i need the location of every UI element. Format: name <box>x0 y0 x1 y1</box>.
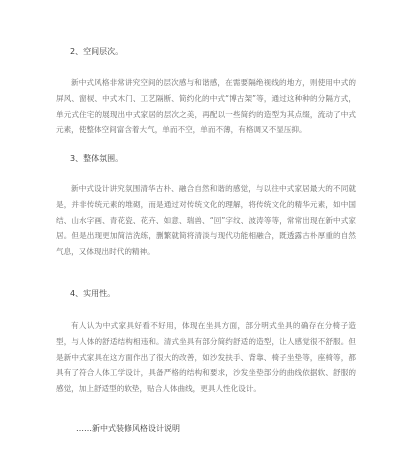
section-heading-design-notes: ……新中式装修风格设计说明 <box>76 424 180 433</box>
section-heading-spatial-layers: 2、空间层次。 <box>70 47 124 56</box>
paragraph-practicality: 有人认为中式家具好看不好用，体现在坐具方面，部分明式坐具的确存在分椅子造型，与人体的舒适结构相违和。清式坐具有部分简约舒适的造型，让人感觉很不舒服。但是新中式家具在这方面作出了很大的改善，如沙发扶手、背靠、椅子坐垫等，座椅等，都具有了符合人体工学设计，具备严格的结构和要求，沙发坐垫部分的曲线依据软、舒服的感觉，加上舒适型的软垫，贴合人体曲线，更具人性化设计。 <box>56 321 356 394</box>
paragraph-spatial-layers: 新中式风格非常讲究空间的层次感与和谐感，在需要隔绝视线的地方，则使用中式的屏风、窗棂、中式木门、工艺隔断、简约化的中式“博古架”等，通过这种种的分隔方式，单元式住宅的展现出中式家居的层次之美，再配以一些简约的造型为其点缀，流动了中式元素，使整体空间富含着大气，单而不空，单而不薄，有格调又不显压抑。 <box>56 78 356 135</box>
paragraph-overall-atmosphere: 新中式设计讲究氛围清华古朴、融合自然和谐的感觉，与以往中式家居最大的不同就是，并非传统元素的堆砌，而是通过对传统文化的理解，将传统文化的精华元素，如中国结、山水字画、青花瓷、花卉、如意、瑞兽、“回”字纹、波涛等等，常常出现在新中式家居。但是出现更加简洁洗练，删繁就简将清淡与现代功能相融合，既透露古朴厚重的自然气息，又体现出时代的精神。 <box>56 184 356 257</box>
section-heading-practicality: 4、实用性。 <box>70 289 116 298</box>
section-heading-overall-atmosphere: 3、整体氛围。 <box>70 154 124 163</box>
